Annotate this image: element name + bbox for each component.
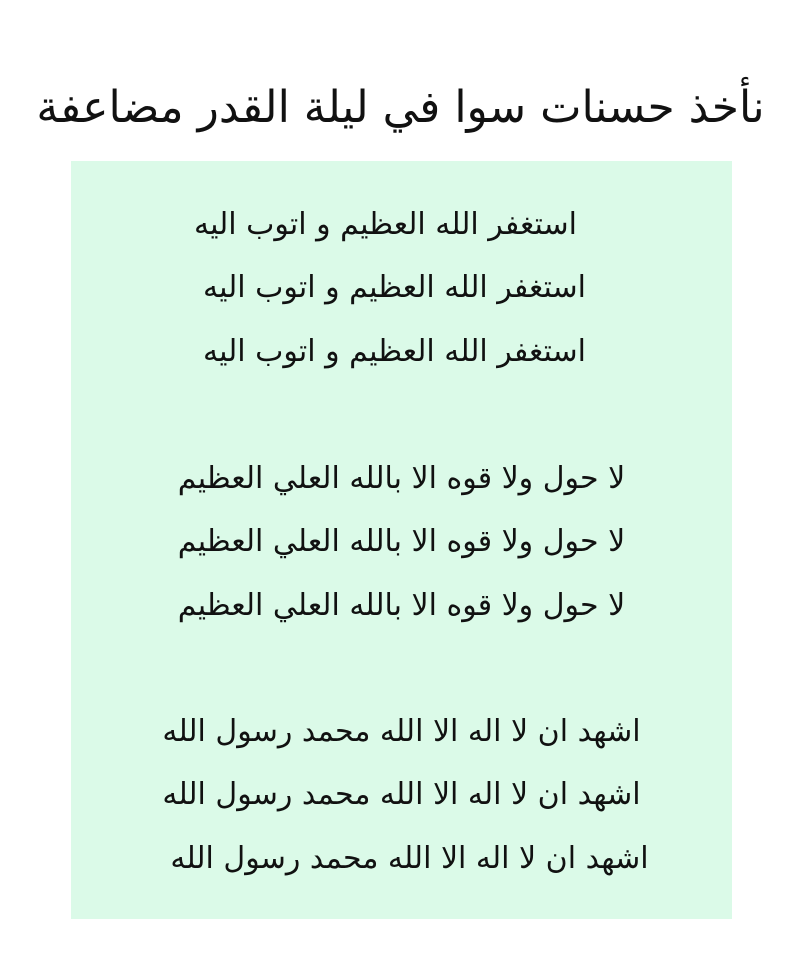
shahada-line: اشهد ان لا اله الا الله محمد رسول الله xyxy=(162,714,641,749)
istighfar-line: استغفر الله العظيم و اتوب اليه xyxy=(203,270,586,305)
shahada-line: اشهد ان لا اله الا الله محمد رسول الله xyxy=(162,777,641,812)
hawqala-line: لا حول ولا قوه الا بالله العلي العظيم xyxy=(177,524,626,559)
istighfar-line: استغفر الله العظيم و اتوب اليه xyxy=(194,207,577,242)
page-title: نأخذ حسنات سوا في ليلة القدر مضاعفة xyxy=(36,82,765,133)
hawqala-line: لا حول ولا قوه الا بالله العلي العظيم xyxy=(177,588,626,623)
text-panel xyxy=(71,161,732,919)
hawqala-line: لا حول ولا قوه الا بالله العلي العظيم xyxy=(177,461,626,496)
istighfar-line: استغفر الله العظيم و اتوب اليه xyxy=(203,334,586,369)
shahada-line: اشهد ان لا اله الا الله محمد رسول الله xyxy=(170,841,649,876)
